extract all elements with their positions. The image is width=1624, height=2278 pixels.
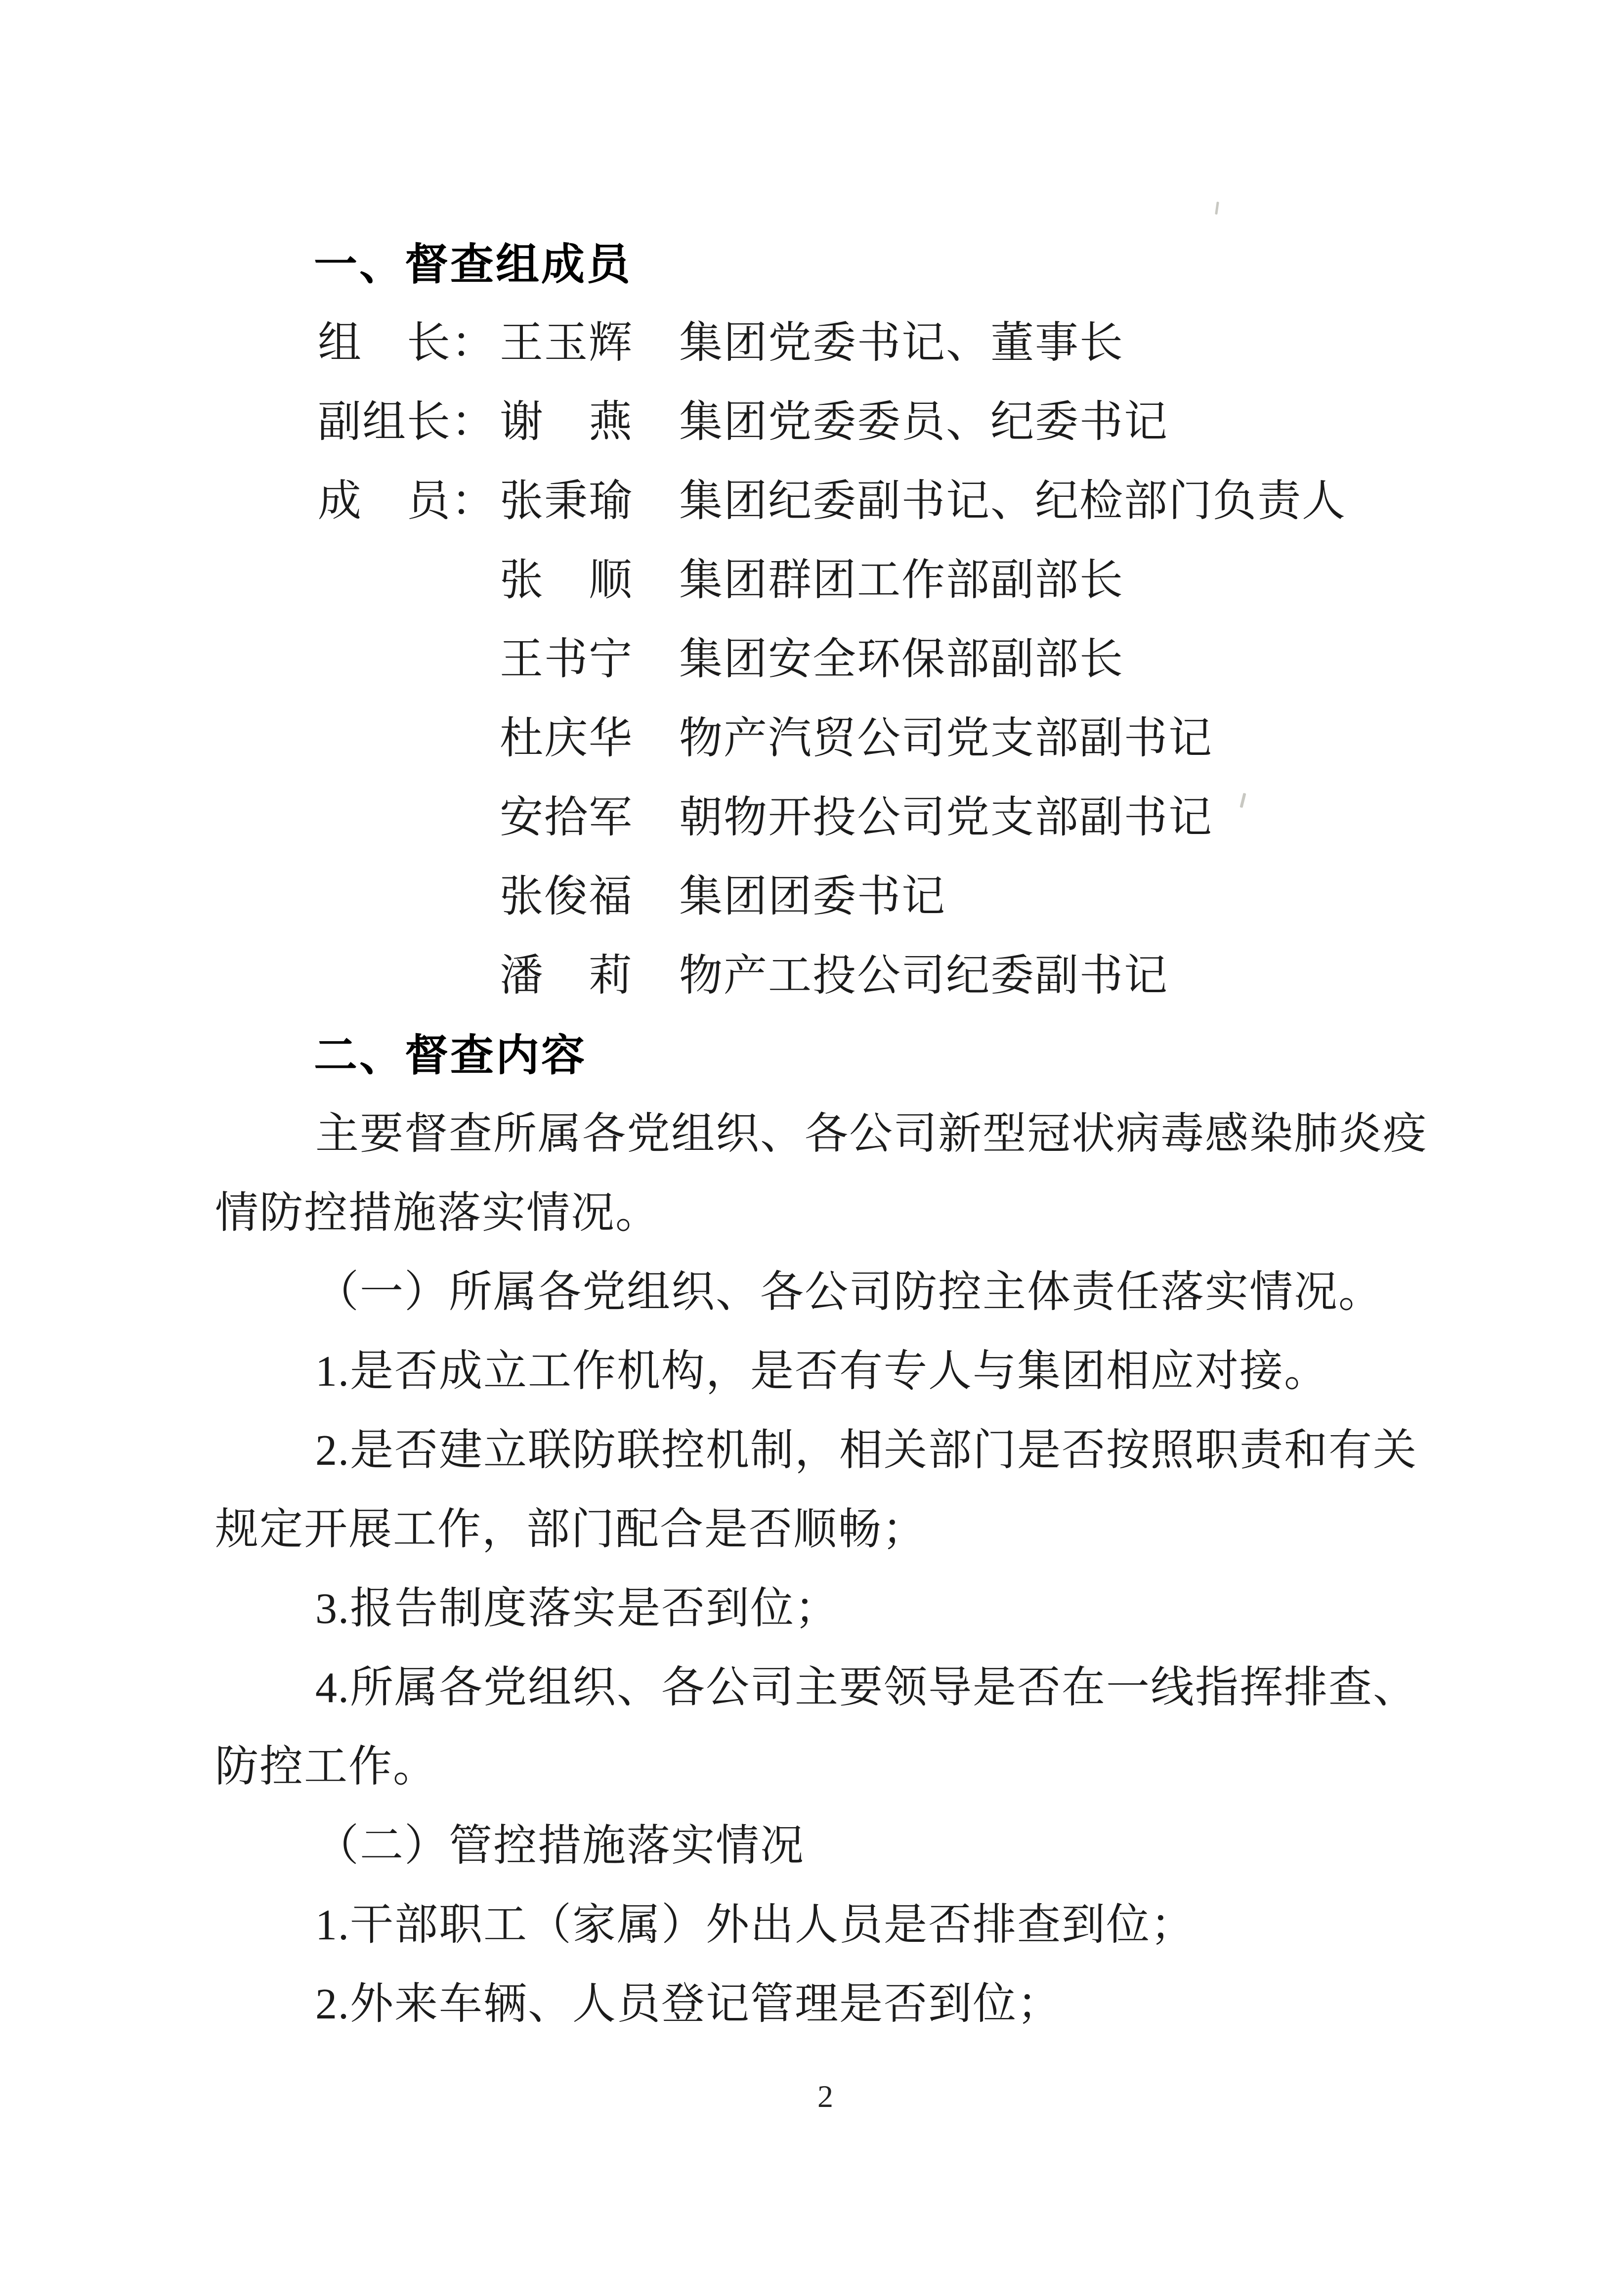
section-two-heading: 二、督查内容 bbox=[314, 1031, 587, 1080]
page-number: 2 bbox=[817, 2079, 833, 2114]
paragraph-line: 主要督查所属各党组织、各公司新型冠状病毒感染肺炎疫 bbox=[315, 1110, 1428, 1158]
member-title: 集团团委书记 bbox=[679, 873, 946, 921]
member-row-leader bbox=[215, 304, 1436, 383]
member-title: 朝物开投公司党支部副书记 bbox=[679, 794, 1213, 842]
member-name: 杜庆华 bbox=[500, 715, 634, 763]
scan-artifact bbox=[1215, 202, 1219, 215]
member-name: 王书宁 bbox=[500, 636, 634, 684]
subsection-two-heading: （二）管控措施落实情况 bbox=[315, 1822, 805, 1870]
paragraph-line: 情防控措施落实情况。 bbox=[215, 1189, 660, 1237]
member-row-deputy-leader bbox=[215, 383, 1436, 462]
member-role: 组 长： bbox=[318, 319, 496, 367]
member-title: 集团党委委员、纪委书记 bbox=[679, 398, 1169, 446]
list-item: 1.干部职工（家属）外出人员是否排查到位； bbox=[315, 1901, 1196, 1949]
member-name: 安拾军 bbox=[500, 794, 634, 842]
list-item: 4.所属各党组织、各公司主要领导是否在一线指挥排查、 bbox=[315, 1664, 1418, 1712]
member-title: 集团党委书记、董事长 bbox=[679, 319, 1124, 367]
list-item: 2.外来车辆、人员登记管理是否到位； bbox=[315, 1980, 1062, 2028]
member-row bbox=[215, 462, 1436, 541]
list-item-continuation: 防控工作。 bbox=[215, 1743, 438, 1791]
member-row bbox=[215, 779, 1436, 858]
list-item-continuation: 规定开展工作，部门配合是否顺畅； bbox=[215, 1506, 927, 1554]
member-title: 集团纪委副书记、纪检部门负责人 bbox=[679, 478, 1347, 526]
member-name: 张 顺 bbox=[500, 557, 634, 605]
member-title: 物产汽贸公司党支部副书记 bbox=[679, 715, 1213, 763]
member-row bbox=[215, 937, 1436, 1016]
member-role: 成 员： bbox=[318, 478, 496, 526]
member-row bbox=[215, 541, 1436, 620]
document-body bbox=[215, 225, 1436, 2044]
list-item: 3.报告制度落实是否到位； bbox=[315, 1585, 840, 1633]
subsection-one-heading: （一）所属各党组织、各公司防控主体责任落实情况。 bbox=[315, 1269, 1383, 1316]
member-row bbox=[215, 858, 1436, 937]
member-name: 谢 燕 bbox=[500, 398, 634, 446]
member-title: 物产工投公司纪委副书记 bbox=[679, 952, 1169, 1000]
member-row bbox=[215, 620, 1436, 700]
member-row bbox=[215, 700, 1436, 779]
section-one-heading: 一、督查组成员 bbox=[314, 240, 633, 289]
member-name: 张秉瑜 bbox=[500, 478, 634, 526]
member-name: 潘 莉 bbox=[500, 952, 634, 1000]
member-role: 副组长： bbox=[318, 398, 496, 446]
member-name: 张俊福 bbox=[500, 873, 634, 921]
member-title: 集团群团工作部副部长 bbox=[679, 557, 1124, 605]
list-item: 2.是否建立联防联控机制，相关部门是否按照职责和有关 bbox=[315, 1427, 1418, 1475]
list-item: 1.是否成立工作机构，是否有专人与集团相应对接。 bbox=[315, 1348, 1329, 1396]
member-title: 集团安全环保部副部长 bbox=[679, 636, 1124, 684]
member-name: 王玉辉 bbox=[500, 319, 634, 367]
